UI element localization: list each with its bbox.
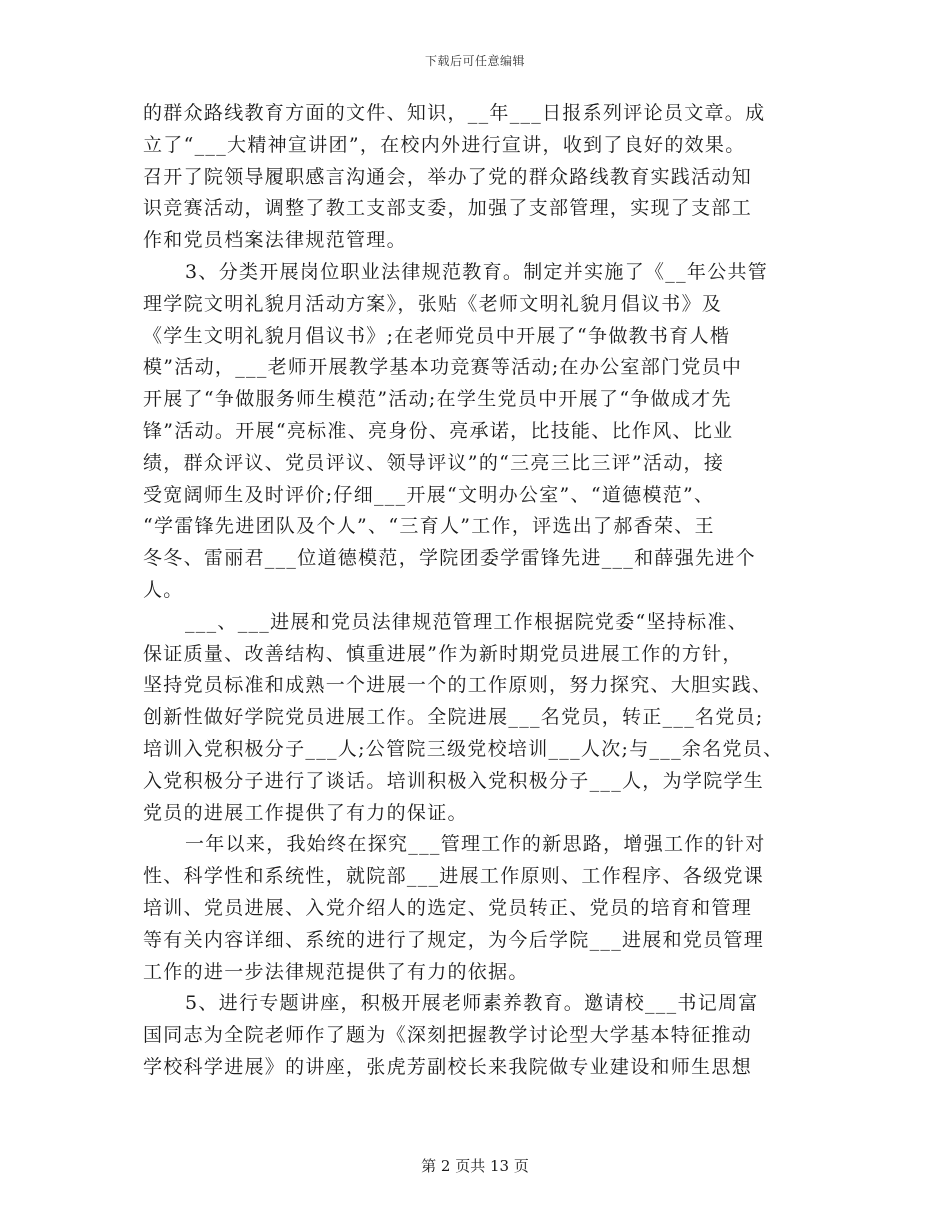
paragraph-start-line: 5、进行专题讲座，积极开展老师素养教育。邀请校___书记周富 <box>185 992 759 1015</box>
text-line: 识竞赛活动，调整了教工支部支委，加强了支部管理，实现了支部工 <box>143 197 753 220</box>
text-line: 人。 <box>143 578 184 601</box>
text-line: 开展了“争做服务师生模范”活动;在学生党员中开展了“争做成才先 <box>143 388 732 411</box>
text-line: 模”活动，___老师开展教学基本功竞赛等活动;在办公室部门党员中 <box>143 356 743 379</box>
text-line: 理学院文明礼貌月活动方案》，张贴《老师文明礼貌月倡议书》及 <box>143 292 723 315</box>
text-line: 冬冬、雷丽君___位道德模范，学院团委学雷锋先进___和薛强先进个 <box>143 547 756 570</box>
text-line: 绩，群众评议、党员评议、领导评议”的“三亮三比三评”活动，接 <box>143 451 725 474</box>
paragraph-start-line: ___、___进展和党员法律规范管理工作根据院党委“坚持标准、 <box>185 610 749 633</box>
text-line: 锋”活动。开展“亮标准、亮身份、亮承诺，比技能、比作风、比业 <box>143 419 734 442</box>
text-line: 的群众路线教育方面的文件、知识，__年___日报系列评论员文章。成 <box>143 102 766 124</box>
text-line: 入党积极分子进行了谈话。培训积极入党积极分子___人，为学院学生 <box>143 769 765 792</box>
text-line: 国同志为全院老师作了题为《深刻把握教学讨论型大学基本特征推动 <box>143 1024 753 1047</box>
text-line: 培训、党员进展、入党介绍人的选定、党员转正、党员的培育和管理 <box>143 896 753 919</box>
text-line: 受宽阔师生及时评价;仔细___开展“文明办公室”、“道德模范”、 <box>143 483 715 506</box>
text-line: “学雷锋先进团队及个人”、“三育人”工作，评选出了郝香荣、王 <box>143 515 715 538</box>
paragraph-start-line: 3、分类开展岗位职业法律规范教育。制定并实施了《__年公共管 <box>185 260 769 283</box>
text-line: 作和党员档案法律规范管理。 <box>143 229 407 252</box>
text-line: 学校科学进展》的讲座，张虎芳副校长来我院做专业建设和师生思想 <box>143 1055 753 1078</box>
page-number-footer: 第 2 页共 13 页 <box>421 1157 529 1175</box>
text-line: 创新性做好学院党员进展工作。全院进展___名党员，转正___名党员; <box>143 706 764 729</box>
text-line: 党员的进展工作提供了有力的保证。 <box>143 801 468 824</box>
text-line: 立了“___大精神宣讲团”，在校内外进行宣讲，收到了良好的效果。 <box>143 133 746 156</box>
text-line: 工作的进一步法律规范提供了有力的依据。 <box>143 960 529 983</box>
text-line: 召开了院领导履职感言沟通会，举办了党的群众路线教育实践活动知 <box>143 165 753 188</box>
text-line: 等有关内容详细、系统的进行了规定，为今后学院___进展和党员管理 <box>143 928 765 951</box>
paragraph-start-line: 一年以来，我始终在探究___管理工作的新思路，增强工作的针对 <box>185 833 766 856</box>
text-line: 保证质量、改善结构、慎重进展”作为新时期党员进展工作的方针， <box>143 642 743 665</box>
text-line: 性、科学性和系统性，就院部___进展工作原则、工作程序、各级党课 <box>143 865 765 888</box>
page-header: 下载后可任意编辑 <box>424 54 525 68</box>
text-line: 《学生文明礼貌月倡议书》;在老师党员中开展了“争做教书育人楷 <box>143 324 731 347</box>
text-line: 培训入党积极分子___人;公管院三级党校培训___人次;与___余名党员、 <box>143 737 784 760</box>
document-body <box>143 98 813 1084</box>
text-line: 坚持党员标准和成熟一个进展一个的工作原则，努力探究、大胆实践、 <box>143 674 773 697</box>
